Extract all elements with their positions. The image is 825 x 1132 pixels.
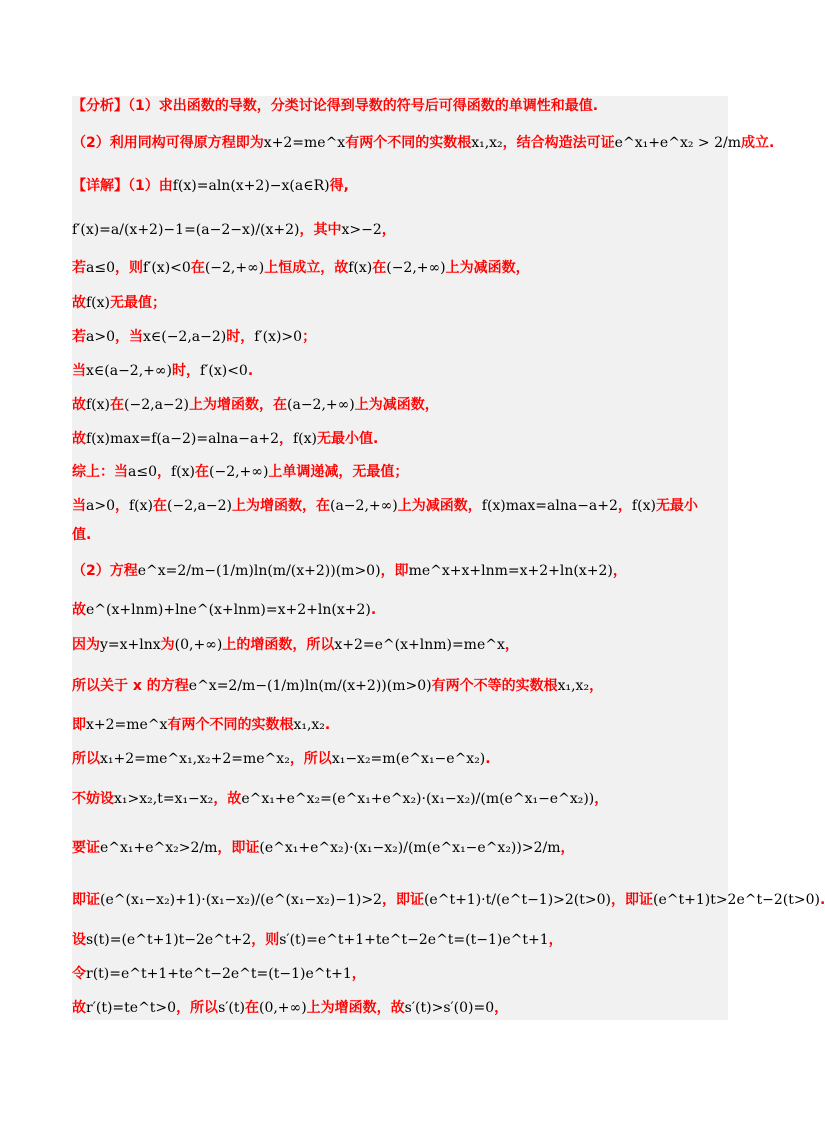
solution-text: ，则	[114, 260, 143, 276]
solution-text: ，	[278, 431, 293, 447]
math-expression: y=x+lnx	[100, 637, 161, 653]
math-expression: f′(x)<0	[142, 260, 191, 276]
math-expression: f′(x)<0	[200, 363, 248, 379]
solution-text: 无最小	[655, 498, 698, 514]
math-expression: (0,+∞)	[174, 637, 223, 653]
solution-text: 故	[72, 1000, 86, 1016]
text-line	[72, 327, 728, 347]
text-line	[72, 496, 728, 516]
solution-text: ，则	[251, 932, 280, 948]
solution-text: 综上：当	[72, 464, 128, 480]
solution-text: 上为增函数，在	[232, 498, 330, 514]
solution-text: 上的增函数，所以	[222, 637, 335, 653]
text-line	[72, 176, 728, 196]
math-expression: s′(t)	[218, 1000, 245, 1016]
solution-text: 在	[110, 397, 125, 413]
solution-text: ，	[156, 464, 171, 480]
math-expression: e^x₁+e^x₂>2/m	[100, 840, 218, 856]
solution-text: 令	[72, 966, 86, 982]
math-expression: f(x)	[348, 260, 373, 276]
solution-text: .	[485, 751, 491, 767]
solution-text: ，	[617, 498, 632, 514]
text-line	[72, 361, 728, 381]
math-expression: x+2=me^x	[86, 717, 168, 733]
solution-text: ，	[612, 563, 627, 579]
math-expression: f′(x)>0	[254, 329, 303, 345]
text-line	[72, 395, 728, 415]
text-line	[72, 133, 775, 153]
solution-text: ，即	[380, 563, 409, 579]
text-line	[72, 96, 728, 116]
solution-text: ，	[114, 498, 129, 514]
math-expression: f(x)	[170, 464, 195, 480]
solution-text: 所以	[72, 751, 100, 767]
solution-text: ，	[504, 637, 519, 653]
solution-text: ，当	[114, 329, 143, 345]
math-expression: a>0	[86, 498, 115, 514]
solution-text: ，	[589, 678, 604, 694]
solution-text: ，	[381, 222, 396, 238]
text-line	[72, 890, 825, 910]
solution-text: 时，	[226, 329, 255, 345]
solution-text: 若	[72, 260, 86, 276]
solution-text: 时，	[172, 363, 201, 379]
solution-text: .	[247, 363, 254, 379]
solution-text: ，其中	[299, 222, 342, 238]
math-expression: (−2,+∞)	[204, 260, 265, 276]
solution-text: 即	[72, 717, 86, 733]
math-expression: e^x=2/m−(1/m)ln(m/(x+2))(m>0)	[188, 678, 432, 694]
math-expression: (−2,+∞)	[209, 464, 269, 480]
math-expression: e^x=2/m−(1/m)ln(m/(x+2))(m>0)	[137, 563, 381, 579]
solution-text: （2）方程	[72, 563, 138, 579]
math-expression: x₁+2=me^x₁,x₂+2=me^x₂	[100, 751, 290, 767]
text-line	[72, 749, 728, 769]
solution-text: 无最值；	[110, 295, 167, 311]
solution-text: ，所以	[176, 1000, 219, 1016]
math-expression: a≤0	[86, 260, 115, 276]
text-line	[72, 715, 728, 735]
solution-text: 故	[72, 397, 86, 413]
solution-text: 上为增函数，在	[189, 397, 288, 413]
solution-text: 故	[72, 431, 86, 447]
solution-text: ，	[594, 791, 609, 807]
math-expression: e^x₁+e^x₂ > 2/m	[614, 135, 741, 151]
math-expression: me^x+x+lnm=x+2+ln(x+2)	[408, 563, 613, 579]
math-expression: f(x)	[86, 397, 111, 413]
solution-text: 无最小值.	[317, 431, 379, 447]
text-line	[72, 462, 728, 482]
math-expression: s′(t)=e^t+1+te^t−2e^t=(t−1)e^t+1	[279, 932, 549, 948]
text-line	[72, 635, 728, 655]
math-expression: (0,+∞)	[258, 1000, 307, 1016]
text-line	[72, 600, 728, 620]
math-expression: f(x)max=alna−a+2	[481, 498, 618, 514]
text-line	[72, 838, 728, 858]
solution-text: 故	[72, 602, 86, 618]
math-expression: (a−2,+∞)	[330, 498, 398, 514]
solution-text: ，故	[213, 791, 242, 807]
solution-text: 上单调递减，无最值；	[268, 464, 409, 480]
math-expression: r′(t)=te^t>0	[86, 1000, 177, 1016]
math-expression: x₁,x₂	[293, 717, 325, 733]
math-expression: x∈(−2,a−2)	[142, 329, 227, 345]
solution-text: 当	[72, 363, 86, 379]
solution-text: 【分析】（1）求出函数的导数，分类讨论得到导数的符号后可得函数的单调性和最值.	[72, 98, 599, 114]
solution-text: 在	[195, 464, 209, 480]
math-expression: (−2,a−2)	[167, 498, 232, 514]
text-line	[72, 525, 728, 545]
text-line	[72, 930, 728, 950]
solution-text: ，结合构造法可证	[502, 135, 615, 151]
text-line	[72, 561, 728, 581]
math-expression: x>−2	[341, 222, 382, 238]
solution-text: ，	[494, 1000, 509, 1016]
solution-text: 有两个不同的实数根	[167, 717, 294, 733]
solution-text: 有两个不同的实数根	[345, 135, 472, 151]
math-expression: f(x)	[631, 498, 656, 514]
solution-text: 上为减函数，	[445, 260, 530, 276]
math-expression: f′(x)=a/(x+2)−1=(a−2−x)/(x+2)	[72, 222, 300, 238]
math-expression: f(x)	[292, 431, 317, 447]
solution-text: 在	[190, 260, 205, 276]
math-expression: f(x)=aln(x+2)−x(a∈R)	[172, 178, 330, 194]
math-expression: f(x)	[86, 295, 111, 311]
math-expression: x₁,x₂	[471, 135, 503, 151]
text-line	[72, 220, 728, 240]
math-expression: (−2,+∞)	[386, 260, 446, 276]
solution-text: ，即证	[217, 840, 260, 856]
solution-text: 得,	[329, 178, 349, 194]
solution-text: ，	[548, 932, 563, 948]
math-expression: (e^t+1)·t/(e^t−1)>2(t>0)	[423, 892, 611, 908]
solution-text: 上为减函数，	[397, 498, 482, 514]
solution-text: 故	[72, 295, 86, 311]
math-expression: e^(x+lnm)+lne^(x+lnm)=x+2+ln(x+2)	[86, 602, 371, 618]
math-expression: x₁−x₂=m(e^x₁−e^x₂)	[331, 751, 486, 767]
math-expression: (e^(x₁−x₂)+1)·(x₁−x₂)/(e^(x₁−x₂)−1)>2	[100, 892, 382, 908]
solution-text: 不妨设	[72, 791, 114, 807]
math-expression: x₁,x₂	[557, 678, 590, 694]
math-expression: a>0	[86, 329, 115, 345]
math-expression: s′(t)>s′(0)=0	[404, 1000, 495, 1016]
math-expression: s(t)=(e^t+1)t−2e^t+2	[86, 932, 252, 948]
solution-text: 要证	[72, 840, 100, 856]
solution-text: 值.	[72, 527, 92, 543]
text-line	[72, 258, 728, 278]
math-expression: f(x)	[128, 498, 153, 514]
solution-text: 上为减函数，	[354, 397, 439, 413]
solution-text: ，即证	[611, 892, 653, 908]
text-line	[72, 676, 728, 696]
solution-text: 若	[72, 329, 86, 345]
solution-text: ，	[351, 966, 366, 982]
text-line	[72, 964, 728, 984]
solution-text: .	[819, 892, 825, 908]
math-expression: (a−2,+∞)	[287, 397, 355, 413]
math-expression: r(t)=e^t+1+te^t−2e^t=(t−1)e^t+1	[86, 966, 352, 982]
solution-text: 在	[153, 498, 167, 514]
solution-text: 所以关于 x 的方程	[72, 678, 189, 694]
solution-text: （2）利用同构可得原方程即为	[72, 135, 264, 151]
solution-text: 即证	[72, 892, 100, 908]
text-line	[72, 789, 728, 809]
math-expression: (e^t+1)t>2e^t−2(t>0)	[653, 892, 820, 908]
math-expression: (e^x₁+e^x₂)·(x₁−x₂)/(m(e^x₁−e^x₂))>2/m	[259, 840, 561, 856]
text-line	[72, 998, 728, 1018]
math-expression: x₁>x₂,t=x₁−x₂	[114, 791, 214, 807]
math-expression: a≤0	[128, 464, 157, 480]
solution-text: 在	[372, 260, 387, 276]
math-expression: x+2=e^(x+lnm)=me^x	[334, 637, 505, 653]
solution-text: ，即证	[381, 892, 424, 908]
text-line	[72, 293, 728, 313]
math-expression: e^x₁+e^x₂=(e^x₁+e^x₂)·(x₁−x₂)/(m(e^x₁−e^x₂))	[241, 791, 595, 807]
solution-text: ，所以	[289, 751, 332, 767]
solution-text: 【详解】（1）由	[72, 178, 173, 194]
solution-text: ，	[560, 840, 575, 856]
math-expression: x+2=me^x	[263, 135, 346, 151]
math-expression: (−2,a−2)	[124, 397, 190, 413]
solution-text: 在	[244, 1000, 259, 1016]
solution-text: 因为	[72, 637, 100, 653]
solution-text: 设	[72, 932, 86, 948]
solution-text: .	[324, 717, 331, 733]
math-expression: x∈(a−2,+∞)	[86, 363, 173, 379]
solution-text: 上为增函数，故	[306, 1000, 405, 1016]
solution-text: 上恒成立，故	[264, 260, 349, 276]
math-expression: f(x)max=f(a−2)=alna−a+2	[86, 431, 279, 447]
text-line	[72, 429, 728, 449]
solution-text: 成立.	[740, 135, 775, 151]
solution-text: .	[370, 602, 377, 618]
solution-text: 有两个不等的实数根	[431, 678, 558, 694]
solution-text: ；	[302, 329, 317, 345]
solution-text: 当	[72, 498, 86, 514]
solution-text: 为	[160, 637, 175, 653]
